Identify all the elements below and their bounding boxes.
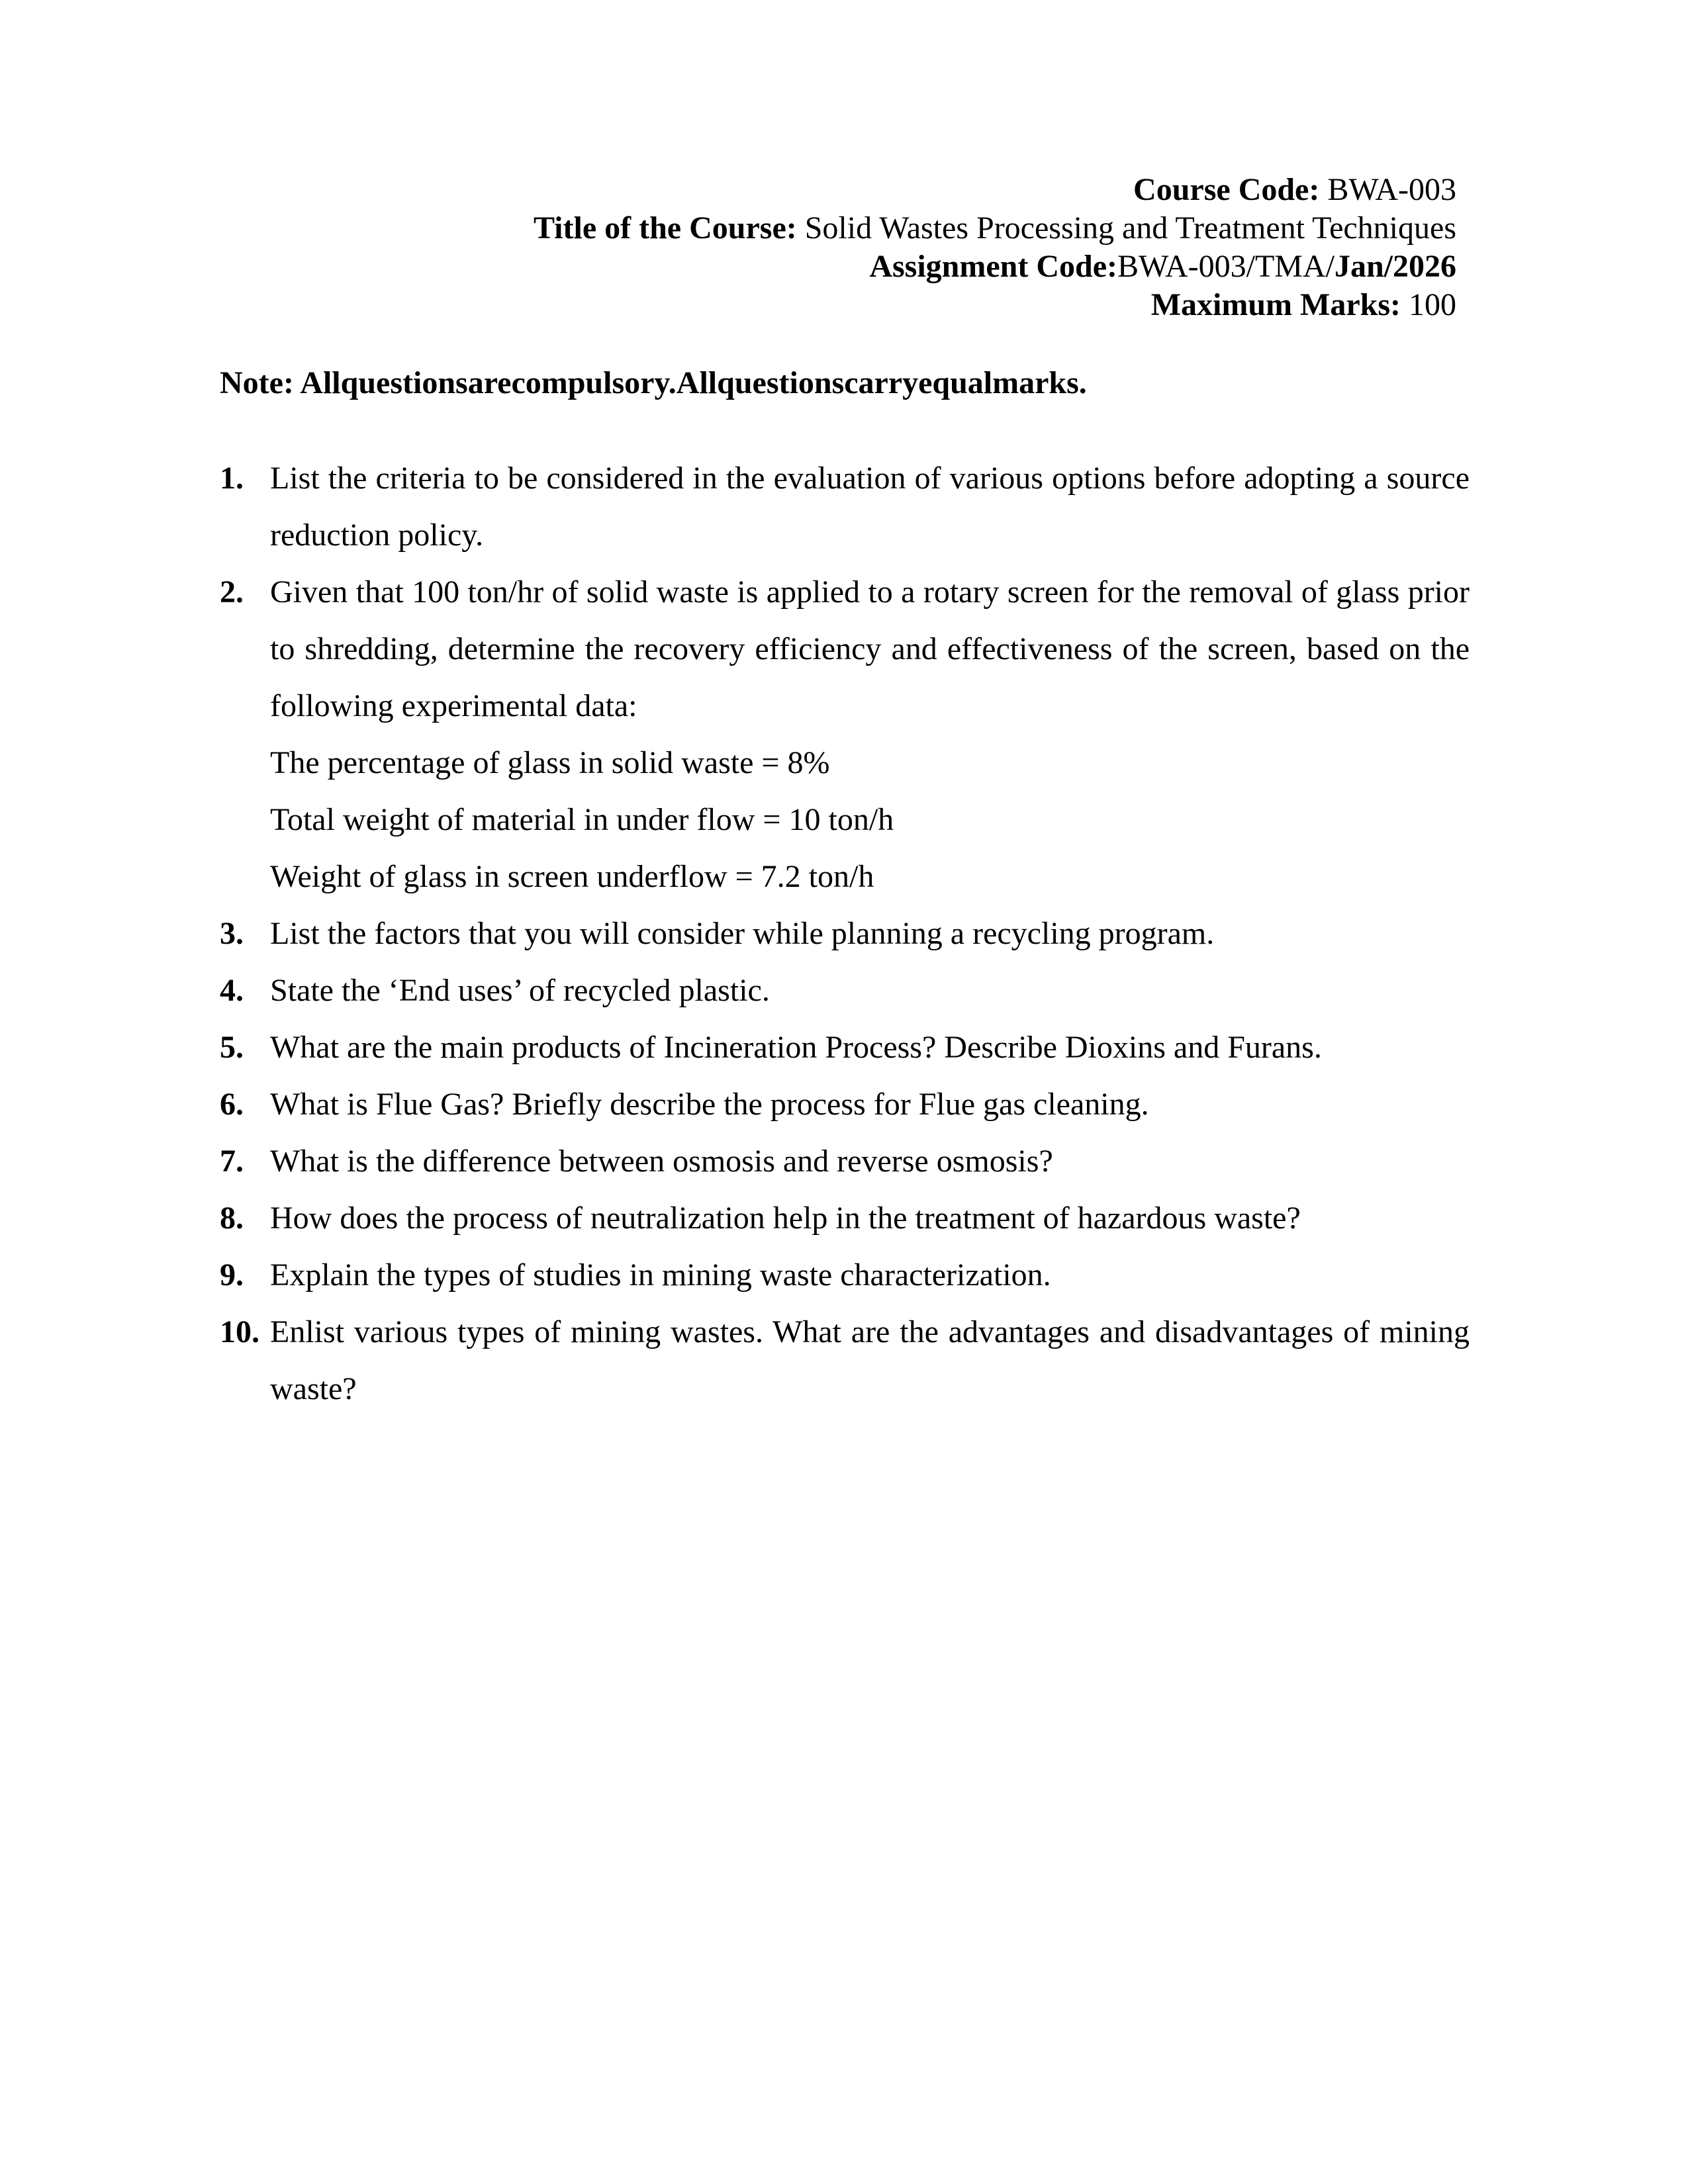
question-item xyxy=(220,1304,1470,1418)
course-code-value: BWA-003 xyxy=(1319,172,1456,207)
question-list xyxy=(220,450,1470,1418)
assignment-code-session: Jan/2026 xyxy=(1334,249,1456,284)
course-title-line xyxy=(199,209,1456,248)
question-item xyxy=(220,1133,1470,1190)
question-text: What is the difference between osmosis and reverse osmosis? xyxy=(270,1144,1053,1179)
question-item xyxy=(220,1076,1470,1133)
assignment-code-line xyxy=(199,248,1456,286)
question-number: 7. xyxy=(220,1144,244,1179)
question-number: 5. xyxy=(220,1030,244,1065)
question-text: What is Flue Gas? Briefly describe the process for Flue gas cleaning. xyxy=(270,1087,1149,1122)
data-line: Weight of glass in screen underflow = 7.2 ton/h xyxy=(270,859,874,894)
question-item xyxy=(220,564,1470,905)
question-text: List the criteria to be considered in the evaluation of various options before adopting a source reduction policy. xyxy=(270,461,1470,553)
question-text: Enlist various types of mining wastes. What are the advantages and disadvantages of mining waste? xyxy=(270,1314,1470,1406)
question-number: 9. xyxy=(220,1257,244,1293)
question-number: 1. xyxy=(220,461,244,496)
data-line: The percentage of glass in solid waste = 8% xyxy=(270,745,830,780)
question-number: 3. xyxy=(220,916,244,951)
max-marks-line xyxy=(199,286,1456,324)
course-title-value: Solid Wastes Processing and Treatment Techniques xyxy=(796,210,1456,246)
question-text: What are the main products of Incineration Process? Describe Dioxins and Furans. xyxy=(270,1030,1322,1065)
assignment-code-value: BWA-003/TMA/ xyxy=(1117,249,1335,284)
question-number: 6. xyxy=(220,1087,244,1122)
question-item xyxy=(220,450,1470,564)
question-text: List the factors that you will consider while planning a recycling program. xyxy=(270,916,1215,951)
question-text: State the ‘End uses’ of recycled plastic. xyxy=(270,973,770,1008)
course-header xyxy=(199,171,1456,324)
course-code-label: Course Code: xyxy=(1133,172,1320,207)
question-item xyxy=(220,905,1470,962)
question-item xyxy=(220,1190,1470,1247)
data-line: Total weight of material in under flow = 10 ton/h xyxy=(270,802,894,837)
question-number: 8. xyxy=(220,1201,244,1236)
assignment-code-label: Assignment Code: xyxy=(869,249,1117,284)
question-text: How does the process of neutralization help in the treatment of hazardous waste? xyxy=(270,1201,1301,1236)
question-item xyxy=(220,1019,1470,1076)
question-number: 2. xyxy=(220,574,244,610)
max-marks-value: 100 xyxy=(1401,287,1456,322)
max-marks-label: Maximum Marks: xyxy=(1150,287,1401,322)
question-item xyxy=(220,962,1470,1019)
question-text: Explain the types of studies in mining waste characterization. xyxy=(270,1257,1051,1293)
question-number: 10. xyxy=(220,1314,259,1349)
instructions-note: Note: Allquestionsarecompulsory.Allquestionscarryequalmarks. xyxy=(220,365,1087,400)
course-code-line xyxy=(199,171,1456,209)
course-title-label: Title of the Course: xyxy=(534,210,797,246)
question-number: 4. xyxy=(220,973,244,1008)
question-text: Given that 100 ton/hr of solid waste is applied to a rotary screen for the removal of glass prior to shredding, determine the recovery efficiency and effectiveness of the screen, based on the following experimental data: xyxy=(270,574,1470,723)
question-item xyxy=(220,1247,1470,1304)
